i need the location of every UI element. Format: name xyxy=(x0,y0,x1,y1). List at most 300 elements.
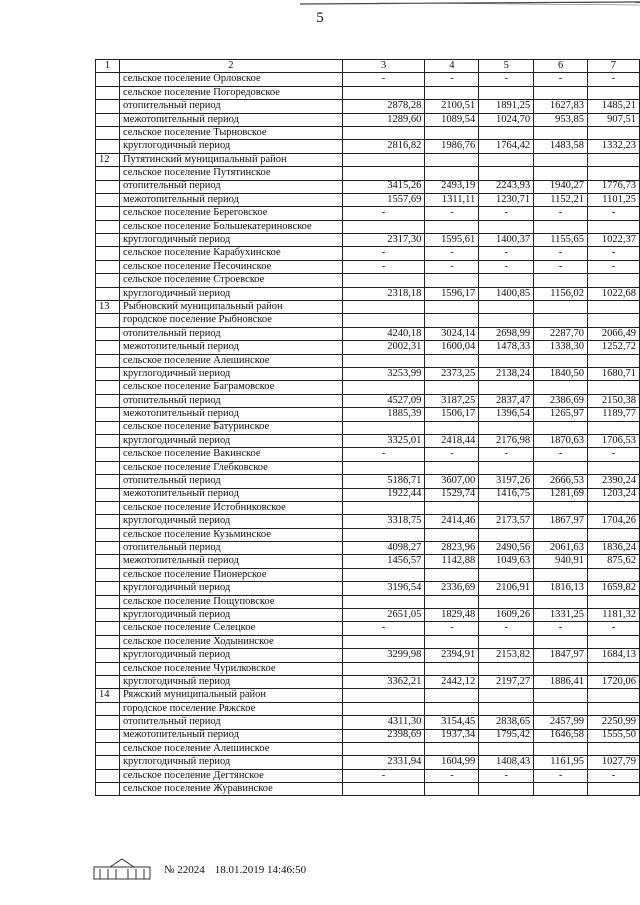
row-number xyxy=(96,448,120,461)
value-cell xyxy=(342,86,425,99)
value-cell: - xyxy=(342,769,425,782)
column-header: 5 xyxy=(479,60,534,73)
table-row xyxy=(96,635,640,648)
table-row xyxy=(96,193,640,206)
row-label: Рыбновский муниципальный район xyxy=(119,301,342,314)
value-cell xyxy=(534,461,588,474)
value-cell xyxy=(588,635,640,648)
value-cell: 2414,46 xyxy=(425,515,479,528)
value-cell xyxy=(534,635,588,648)
table-row xyxy=(96,140,640,153)
value-cell: 1142,88 xyxy=(425,555,479,568)
row-number xyxy=(96,274,120,287)
row-label: круглогодичный период xyxy=(119,756,342,769)
value-cell xyxy=(534,689,588,702)
table-row xyxy=(96,729,640,742)
value-cell xyxy=(342,354,425,367)
value-cell xyxy=(588,86,640,99)
value-cell: 1720,06 xyxy=(588,675,640,688)
table-row xyxy=(96,126,640,139)
value-cell: 2138,24 xyxy=(479,367,534,380)
value-cell: 1189,77 xyxy=(588,408,640,421)
table-row xyxy=(96,274,640,287)
value-cell: 4240,18 xyxy=(342,327,425,340)
table-row xyxy=(96,434,640,447)
table-row xyxy=(96,327,640,340)
row-label: сельское поселение Путятинское xyxy=(119,167,342,180)
row-label: межотопительный период xyxy=(119,193,342,206)
row-number xyxy=(96,207,120,220)
value-cell xyxy=(342,461,425,474)
row-label: отопительный период xyxy=(119,716,342,729)
value-cell: - xyxy=(534,207,588,220)
value-cell xyxy=(534,354,588,367)
value-cell: 1252,72 xyxy=(588,341,640,354)
row-number xyxy=(96,622,120,635)
row-number xyxy=(96,568,120,581)
value-cell: - xyxy=(342,73,425,86)
value-cell: 2331,94 xyxy=(342,756,425,769)
row-label: городское поселение Рыбновское xyxy=(119,314,342,327)
row-label: сельское поселение Алешинское xyxy=(119,742,342,755)
row-label: сельское поселение Ходынинское xyxy=(119,635,342,648)
row-number xyxy=(96,555,120,568)
value-cell xyxy=(588,501,640,514)
value-cell: 1027,79 xyxy=(588,756,640,769)
value-cell: 2173,57 xyxy=(479,515,534,528)
value-cell xyxy=(588,354,640,367)
value-cell xyxy=(342,167,425,180)
row-number xyxy=(96,167,120,180)
row-number: 14 xyxy=(96,689,120,702)
value-cell: 2651,05 xyxy=(342,609,425,622)
row-number xyxy=(96,716,120,729)
row-number xyxy=(96,595,120,608)
table-row xyxy=(96,394,640,407)
value-cell: 1609,26 xyxy=(479,609,534,622)
value-cell xyxy=(479,461,534,474)
value-cell: 2823,96 xyxy=(425,542,479,555)
row-number xyxy=(96,421,120,434)
value-cell xyxy=(588,689,640,702)
value-cell: 5186,71 xyxy=(342,475,425,488)
row-label: межотопительный период xyxy=(119,113,342,126)
value-cell xyxy=(479,702,534,715)
table-row xyxy=(96,662,640,675)
value-cell: 1529,74 xyxy=(425,488,479,501)
value-cell: 1332,23 xyxy=(588,140,640,153)
value-cell: - xyxy=(342,448,425,461)
row-label: сельское поселение Строевское xyxy=(119,274,342,287)
value-cell: 1659,82 xyxy=(588,582,640,595)
value-cell xyxy=(425,501,479,514)
row-label: отопительный период xyxy=(119,542,342,555)
value-cell xyxy=(479,167,534,180)
row-label: сельское поселение Дегтянское xyxy=(119,769,342,782)
value-cell: 1161,95 xyxy=(534,756,588,769)
row-number xyxy=(96,675,120,688)
value-cell: 1937,34 xyxy=(425,729,479,742)
value-cell: 1555,50 xyxy=(588,729,640,742)
value-cell: 1646,58 xyxy=(534,729,588,742)
value-cell: 2287,70 xyxy=(534,327,588,340)
value-cell xyxy=(534,126,588,139)
row-label: сельское поселение Береговское xyxy=(119,207,342,220)
row-label: сельское поселение Пощуповское xyxy=(119,595,342,608)
value-cell xyxy=(342,301,425,314)
value-cell xyxy=(342,528,425,541)
row-number xyxy=(96,729,120,742)
value-cell: - xyxy=(479,260,534,273)
value-cell: 1680,71 xyxy=(588,367,640,380)
row-number xyxy=(96,742,120,755)
value-cell: 2153,82 xyxy=(479,649,534,662)
row-number xyxy=(96,515,120,528)
value-cell xyxy=(342,595,425,608)
value-cell: 2061,63 xyxy=(534,542,588,555)
value-cell: 3196,54 xyxy=(342,582,425,595)
value-cell xyxy=(534,220,588,233)
value-cell: 1506,17 xyxy=(425,408,479,421)
row-label: круглогодичный период xyxy=(119,140,342,153)
table-row xyxy=(96,582,640,595)
value-cell: 2197,27 xyxy=(479,675,534,688)
table-row xyxy=(96,86,640,99)
value-cell xyxy=(534,742,588,755)
row-label: Путятинский муниципальный район xyxy=(119,153,342,166)
value-cell: 2066,49 xyxy=(588,327,640,340)
value-cell xyxy=(425,301,479,314)
row-number xyxy=(96,649,120,662)
column-header: 4 xyxy=(425,60,479,73)
row-number xyxy=(96,501,120,514)
table-row xyxy=(96,73,640,86)
value-cell: 1600,04 xyxy=(425,341,479,354)
table-row xyxy=(96,260,640,273)
value-cell: 1230,71 xyxy=(479,193,534,206)
value-cell: 1627,83 xyxy=(534,100,588,113)
table-row xyxy=(96,501,640,514)
row-label: городское поселение Ряжское xyxy=(119,702,342,715)
table-row xyxy=(96,515,640,528)
value-cell: 1181,32 xyxy=(588,609,640,622)
value-cell: 1338,30 xyxy=(534,341,588,354)
value-cell: - xyxy=(342,622,425,635)
value-cell xyxy=(588,662,640,675)
value-cell xyxy=(479,783,534,796)
row-number xyxy=(96,609,120,622)
row-label: сельское поселение Селецкое xyxy=(119,622,342,635)
row-label: круглогодичный период xyxy=(119,675,342,688)
table-row xyxy=(96,354,640,367)
value-cell: 2698,99 xyxy=(479,327,534,340)
value-cell: 1485,21 xyxy=(588,100,640,113)
value-cell: 1840,50 xyxy=(534,367,588,380)
value-cell: - xyxy=(479,247,534,260)
value-cell xyxy=(534,595,588,608)
value-cell xyxy=(342,274,425,287)
row-number xyxy=(96,756,120,769)
value-cell: 1483,58 xyxy=(534,140,588,153)
value-cell: 1940,27 xyxy=(534,180,588,193)
value-cell: 1829,48 xyxy=(425,609,479,622)
value-cell: 1400,85 xyxy=(479,287,534,300)
value-cell: 1203,24 xyxy=(588,488,640,501)
value-cell: 1604,99 xyxy=(425,756,479,769)
document-number: № 22024 xyxy=(164,864,205,876)
value-cell: - xyxy=(588,73,640,86)
value-cell xyxy=(342,314,425,327)
table-row xyxy=(96,742,640,755)
value-cell: 875,62 xyxy=(588,555,640,568)
value-cell: 1456,57 xyxy=(342,555,425,568)
value-cell xyxy=(479,595,534,608)
value-cell: 907,51 xyxy=(588,113,640,126)
row-label: межотопительный период xyxy=(119,555,342,568)
row-number xyxy=(96,783,120,796)
row-number xyxy=(96,702,120,715)
value-cell: - xyxy=(425,247,479,260)
table-row xyxy=(96,783,640,796)
value-cell: 3024,14 xyxy=(425,327,479,340)
value-cell xyxy=(425,595,479,608)
value-cell: 3253,99 xyxy=(342,367,425,380)
value-cell xyxy=(342,702,425,715)
value-cell xyxy=(342,568,425,581)
value-cell xyxy=(342,742,425,755)
value-cell xyxy=(479,568,534,581)
value-cell xyxy=(534,274,588,287)
value-cell: - xyxy=(534,448,588,461)
value-cell xyxy=(479,274,534,287)
row-label: сельское поселение Истобниковское xyxy=(119,501,342,514)
row-label: отопительный период xyxy=(119,394,342,407)
value-cell: - xyxy=(425,622,479,635)
table-row xyxy=(96,542,640,555)
value-cell xyxy=(588,314,640,327)
row-number xyxy=(96,341,120,354)
row-label: сельское поселение Батуринское xyxy=(119,421,342,434)
value-cell: 1152,21 xyxy=(534,193,588,206)
value-cell: 2816,82 xyxy=(342,140,425,153)
value-cell: 2176,98 xyxy=(479,434,534,447)
value-cell: 2878,28 xyxy=(342,100,425,113)
table-row xyxy=(96,716,640,729)
row-number xyxy=(96,635,120,648)
row-label: сельское поселение Журавинское xyxy=(119,783,342,796)
row-number xyxy=(96,394,120,407)
table-row xyxy=(96,555,640,568)
value-cell: - xyxy=(425,769,479,782)
value-cell: 1596,17 xyxy=(425,287,479,300)
value-cell: - xyxy=(588,207,640,220)
value-cell xyxy=(534,381,588,394)
row-label: круглогодичный период xyxy=(119,234,342,247)
row-number xyxy=(96,327,120,340)
table-row xyxy=(96,167,640,180)
value-cell xyxy=(342,126,425,139)
row-number xyxy=(96,662,120,675)
row-label: сельское поселение Большекатериновское xyxy=(119,220,342,233)
value-cell xyxy=(534,314,588,327)
table-row xyxy=(96,113,640,126)
value-cell: - xyxy=(588,769,640,782)
value-cell: - xyxy=(534,260,588,273)
row-number: 13 xyxy=(96,301,120,314)
value-cell: 3154,45 xyxy=(425,716,479,729)
value-cell xyxy=(534,86,588,99)
row-label: сельское поселение Вакинское xyxy=(119,448,342,461)
value-cell xyxy=(425,274,479,287)
value-cell: - xyxy=(588,622,640,635)
row-number xyxy=(96,408,120,421)
value-cell xyxy=(588,421,640,434)
row-label: Ряжский муниципальный район xyxy=(119,689,342,702)
row-label: круглогодичный период xyxy=(119,609,342,622)
value-cell: - xyxy=(425,448,479,461)
value-cell xyxy=(534,153,588,166)
value-cell xyxy=(588,528,640,541)
value-cell: - xyxy=(479,207,534,220)
value-cell xyxy=(534,783,588,796)
row-label: межотопительный период xyxy=(119,488,342,501)
value-cell: 1595,61 xyxy=(425,234,479,247)
table-row xyxy=(96,488,640,501)
row-label: сельское поселение Погоредовское xyxy=(119,86,342,99)
table-row xyxy=(96,595,640,608)
value-cell xyxy=(425,461,479,474)
value-cell: 1089,54 xyxy=(425,113,479,126)
value-cell: 2106,91 xyxy=(479,582,534,595)
row-label: сельское поселение Глебковское xyxy=(119,461,342,474)
value-cell xyxy=(534,167,588,180)
footer xyxy=(90,857,306,883)
table-row xyxy=(96,220,640,233)
value-cell: 2336,69 xyxy=(425,582,479,595)
column-header: 2 xyxy=(119,60,342,73)
value-cell: 1776,73 xyxy=(588,180,640,193)
table-row xyxy=(96,180,640,193)
row-number xyxy=(96,100,120,113)
row-number xyxy=(96,542,120,555)
row-label: межотопительный период xyxy=(119,408,342,421)
row-label: сельское поселение Чурилковское xyxy=(119,662,342,675)
table-row xyxy=(96,247,640,260)
value-cell: 2243,93 xyxy=(479,180,534,193)
value-cell: 1706,53 xyxy=(588,434,640,447)
value-cell: 1986,76 xyxy=(425,140,479,153)
value-cell: 953,85 xyxy=(534,113,588,126)
table-row xyxy=(96,448,640,461)
value-cell xyxy=(588,742,640,755)
value-cell: 1886,41 xyxy=(534,675,588,688)
table-row xyxy=(96,609,640,622)
value-cell: 1155,65 xyxy=(534,234,588,247)
value-cell: - xyxy=(342,247,425,260)
row-number xyxy=(96,354,120,367)
value-cell: 940,91 xyxy=(534,555,588,568)
row-number xyxy=(96,314,120,327)
value-cell: 1816,13 xyxy=(534,582,588,595)
value-cell: 2442,12 xyxy=(425,675,479,688)
value-cell xyxy=(588,126,640,139)
value-cell: 1836,24 xyxy=(588,542,640,555)
row-number xyxy=(96,126,120,139)
table-row xyxy=(96,314,640,327)
table-row xyxy=(96,769,640,782)
value-cell: 1416,75 xyxy=(479,488,534,501)
row-label: сельское поселение Пионерское xyxy=(119,568,342,581)
row-number xyxy=(96,247,120,260)
value-cell xyxy=(425,528,479,541)
value-cell: - xyxy=(342,260,425,273)
value-cell xyxy=(588,220,640,233)
value-cell: 3299,98 xyxy=(342,649,425,662)
data-table xyxy=(95,59,640,796)
table-row xyxy=(96,341,640,354)
value-cell: 1870,63 xyxy=(534,434,588,447)
value-cell: 1156,02 xyxy=(534,287,588,300)
row-number xyxy=(96,461,120,474)
column-header: 6 xyxy=(534,60,588,73)
value-cell: 2838,65 xyxy=(479,716,534,729)
value-cell xyxy=(479,86,534,99)
value-cell xyxy=(534,662,588,675)
value-cell: - xyxy=(534,247,588,260)
value-cell: - xyxy=(479,73,534,86)
value-cell xyxy=(479,528,534,541)
value-cell xyxy=(479,153,534,166)
value-cell: 3362,21 xyxy=(342,675,425,688)
value-cell: 3607,00 xyxy=(425,475,479,488)
value-cell: 2666,53 xyxy=(534,475,588,488)
value-cell: 2100,51 xyxy=(425,100,479,113)
value-cell xyxy=(342,662,425,675)
value-cell xyxy=(425,86,479,99)
value-cell: 2390,24 xyxy=(588,475,640,488)
row-number xyxy=(96,140,120,153)
value-cell xyxy=(425,153,479,166)
value-cell xyxy=(588,274,640,287)
value-cell: 1331,25 xyxy=(534,609,588,622)
value-cell xyxy=(479,354,534,367)
table-row xyxy=(96,207,640,220)
table-row xyxy=(96,408,640,421)
value-cell: 1400,37 xyxy=(479,234,534,247)
row-label: круглогодичный период xyxy=(119,649,342,662)
value-cell xyxy=(425,354,479,367)
value-cell xyxy=(479,421,534,434)
table-row xyxy=(96,528,640,541)
value-cell: - xyxy=(479,448,534,461)
value-cell: 2250,99 xyxy=(588,716,640,729)
value-cell: 1922,44 xyxy=(342,488,425,501)
row-label: отопительный период xyxy=(119,327,342,340)
value-cell xyxy=(425,635,479,648)
document-timestamp: 18.01.2019 14:46:50 xyxy=(214,864,307,876)
row-label: межотопительный период xyxy=(119,729,342,742)
value-cell: - xyxy=(534,622,588,635)
value-cell xyxy=(425,167,479,180)
value-cell xyxy=(342,220,425,233)
value-cell: 1022,68 xyxy=(588,287,640,300)
value-cell xyxy=(342,381,425,394)
value-cell: 2457,99 xyxy=(534,716,588,729)
value-cell: 3318,75 xyxy=(342,515,425,528)
table-row xyxy=(96,689,640,702)
value-cell: 1885,39 xyxy=(342,408,425,421)
value-cell xyxy=(342,421,425,434)
